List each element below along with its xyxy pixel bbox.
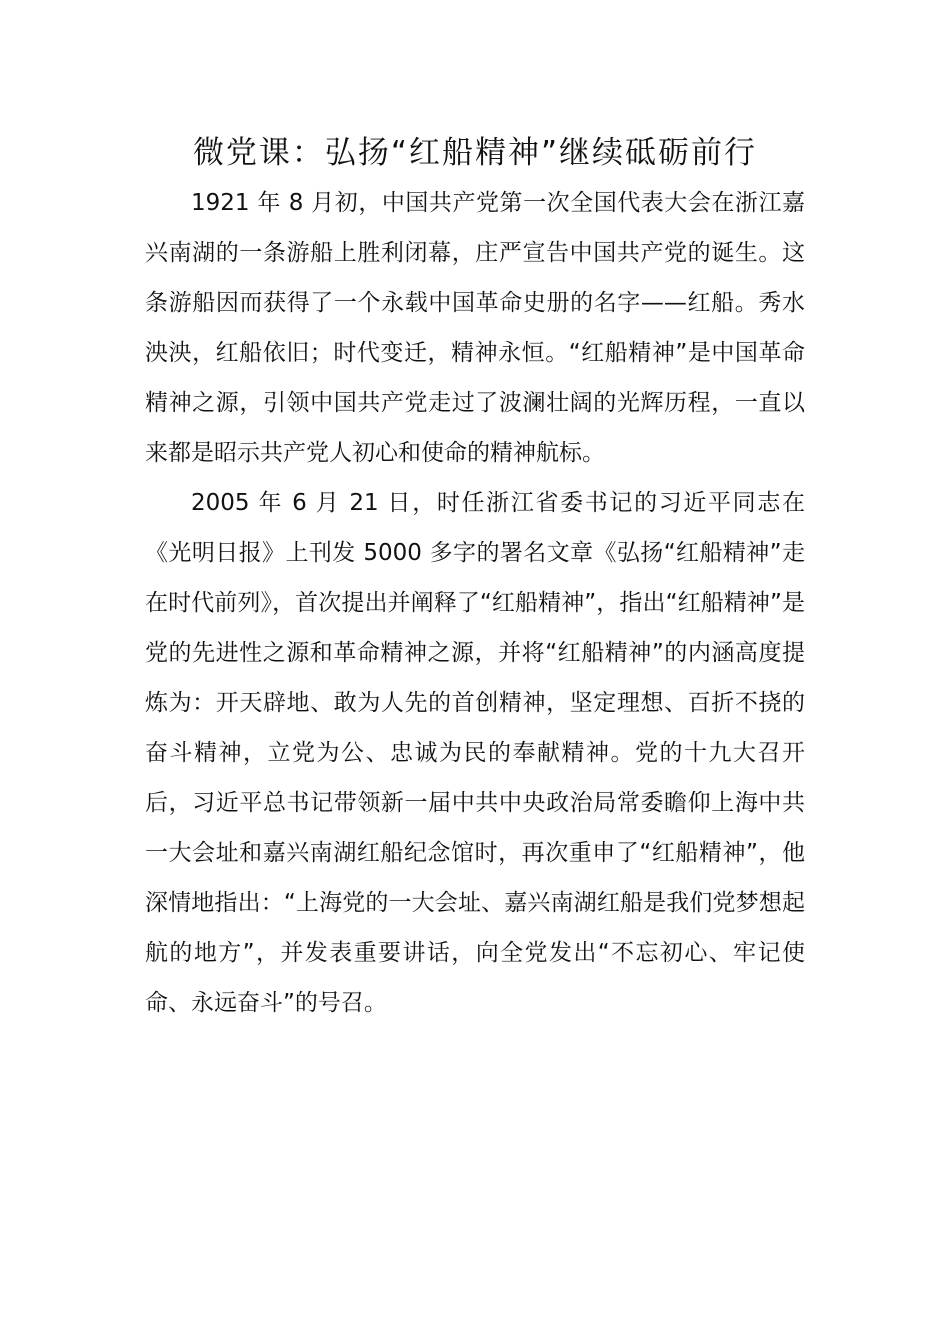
paragraph-1: 1921 年 8 月初，中国共产党第一次全国代表大会在浙江嘉兴南湖的一条游船上胜利闭幕，庄严宣告中国共产党的诞生。这条游船因而获得了一个永载中国革命史册的名字——红船。秀水泱泱，红船依旧；时代变迁，精神永恒。“红船精神”是中国革命精神之源，引领中国共产党走过了波澜壮阔的光辉历程，一直以来都是昭示共产党人初心和使命的精神航标。 <box>145 190 805 466</box>
paragraph-2: 2005 年 6 月 21 日，时任浙江省委书记的习近平同志在《光明日报》上刊发 5000 多字的署名文章《弘扬“红船精神”走在时代前列》，首次提出并阐释了“红船精神”，指出“红船精神”是党的先进性之源和革命精神之源，并将“红船精神”的内涵高度提炼为：开天辟地、敢为人先的首创精神，坚定理想、百折不挠的奋斗精神，立党为公、忠诚为民的奉献精神。党的十九大召开后，习近平总书记带领新一届中共中央政治局常委瞻仰上海中共一大会址和嘉兴南湖红船纪念馆时，再次重申了“红船精神”，他深情地指出：“上海党的一大会址、嘉兴南湖红船是我们党梦想起航的地方”，并发表重要讲话，向全党发出“不忘初心、牢记使命、永远奋斗”的号召。 <box>145 490 805 1016</box>
document-title: 微党课：弘扬“红船精神”继续砥砺前行 <box>192 135 758 171</box>
document-page <box>145 128 805 1028</box>
